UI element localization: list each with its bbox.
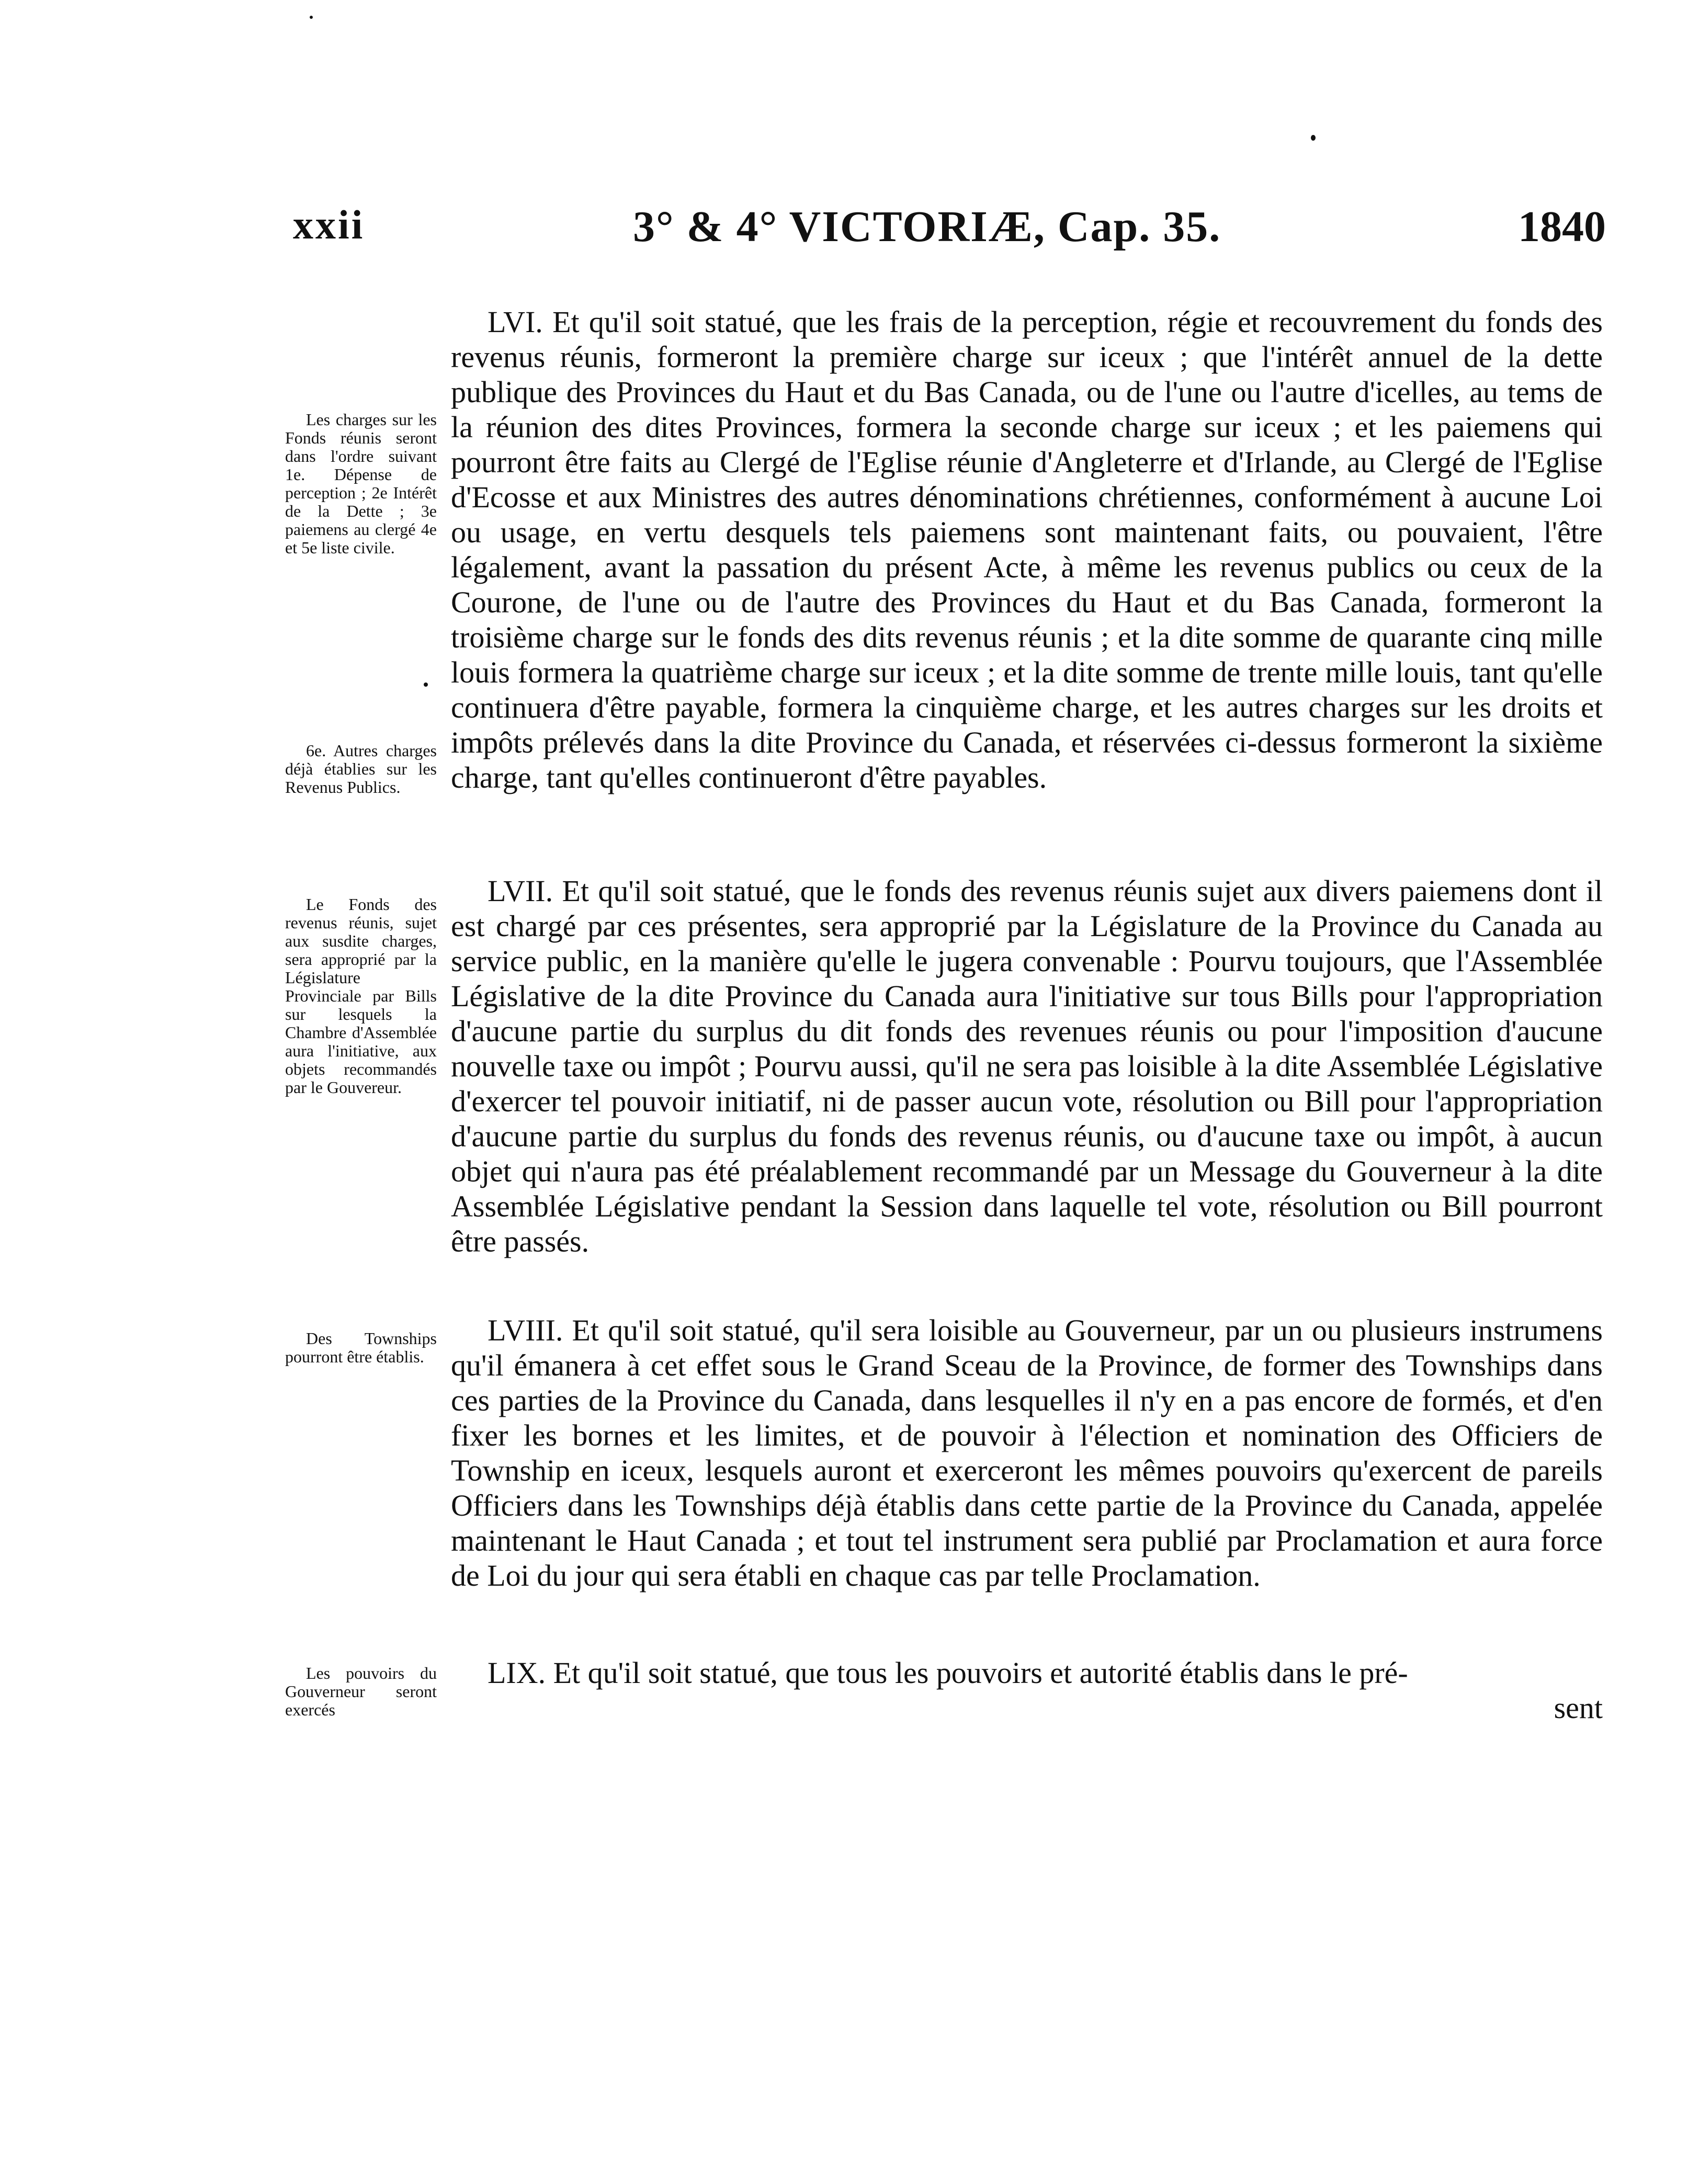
margin-note-townships: Des Townships pourront être établis.	[285, 1329, 437, 1366]
margin-note-charges-order: Les charges sur les Fonds réunis seront dans l'ordre suivant 1e. Dépense de perception ; 2e Intérêt de la Dette ; 3e paiemens au clergé 4e et 5e liste civile.	[285, 410, 437, 557]
speck-mark	[424, 682, 428, 687]
section-lvi: LVI. Et qu'il soit statué, que les frais de la perception, régie et recouvrement du fonds des revenus réunis, formeront la première charge sur iceux ; que l'intérêt annuel de la dette publique des Provinces du Haut et du Bas Canada, ou de l'une ou l'autre d'icelles, au tems de la réunion des dites Provinces, formera la seconde charge sur iceux ; et les paiemens qui pourront être faits au Clergé de l'Eglise réunie d'Angleterre et d'Irlande, au Clergé de l'Eglise d'Ecosse et aux Ministres des autres dénominations chrétiennes, conformément à aucune Loi ou usage, en vertu desquels tels paiemens sont maintenant faits, ou pouvaient, l'être légalement, avant la passation du présent Acte, à même les revenus publics ou ceux de la Courone, de l'une ou de l'autre des Provinces du Haut et du Bas Canada, formeront la troisième charge sur le fonds des dits revenus réunis ; et la dite somme de quarante cinq mille louis formera la quatrième charge sur iceux ; et la dite somme de trente mille louis, tant qu'elle continuera d'être payable, formera la cinquième charge, et les autres charges sur les droits et impôts prélevés dans la dite Province du Canada, et réservées ci-dessus formeront la sixième charge, tant qu'elles continueront d'être payables.	[451, 305, 1603, 794]
section-lvii: LVII. Et qu'il soit statué, que le fonds des revenus réunis sujet aux divers paiemens dont il est chargé par ces présentes, sera approprié par la Législature de la Province du Canada au service public, en la manière qu'elle le jugera convenable : Pourvu toujours, que l'Assemblée Législative de la dite Province du Canada aura l'initiative sur tous Bills pour l'appropriation d'aucune partie du surplus du dit fonds des revenues réunis ou pour l'imposition d'aucune nouvelle taxe ou impôt ; Pourvu aussi, qu'il ne sera pas loisible à la dite Assemblée Législative d'exercer tel pouvoir initiatif, ni de passer aucun vote, résolution ou Bill pour l'appropriation d'aucune partie du surplus du fonds des revenus réunis, ou d'aucune taxe ou impôt, à aucun objet qui n'aura pas été préalablement recommandé par un Message du Gouverneur à la dite Assemblée Législative pendant la Session dans laquelle tel vote, résolution ou Bill pourront être passés.	[451, 874, 1603, 1258]
speck-mark	[310, 16, 313, 19]
margin-note-governor-powers: Les pouvoirs du Gouverneur seront exercés	[285, 1664, 437, 1719]
page-year: 1840	[1518, 202, 1606, 251]
continuation-word: sent	[1554, 1691, 1603, 1725]
section-lviii: LVIII. Et qu'il soit statué, qu'il sera loisible au Gouverneur, par un ou plusieurs instrumens qu'il émanera à cet effet sous le Grand Sceau de la Province, de former des Townships dans ces parties de la Province du Canada, dans lesquelles il n'y en a pas encore de formés, et d'en fixer les bornes et les limites, et de pouvoir à l'élection et nomination des Officiers de Township en iceux, lesquels auront et exerceront les mêmes pouvoirs qu'exercent de pareils Officiers dans les Townships déjà établis dans cette partie de la Province du Canada, appelée maintenant le Haut Canada ; et tout tel instrument sera publié par Proclamation et aura force de Loi du jour qui sera établi en chaque cas par telle Proclamation.	[451, 1313, 1603, 1592]
speck-mark	[1311, 135, 1316, 141]
page-title: 3° & 4° VICTORIÆ, Cap. 35.	[633, 202, 1221, 251]
margin-note-fund-appropriation: Le Fonds des revenus réunis, sujet aux susdite charges, sera approprié par la Législature Provinciale par Bills sur lesquels la Chambre d'Assemblée aura l'initiative, aux objets recommandés par le Gouvereur.	[285, 895, 437, 1097]
section-lix: LIX. Et qu'il soit statué, que tous les pouvoirs et autorité établis dans le pré-	[488, 1656, 1408, 1690]
page-header	[293, 201, 1606, 259]
page-number: xxii	[293, 202, 365, 247]
margin-note-other-charges: 6e. Autres charges déjà établies sur les Revenus Publics.	[285, 741, 437, 797]
